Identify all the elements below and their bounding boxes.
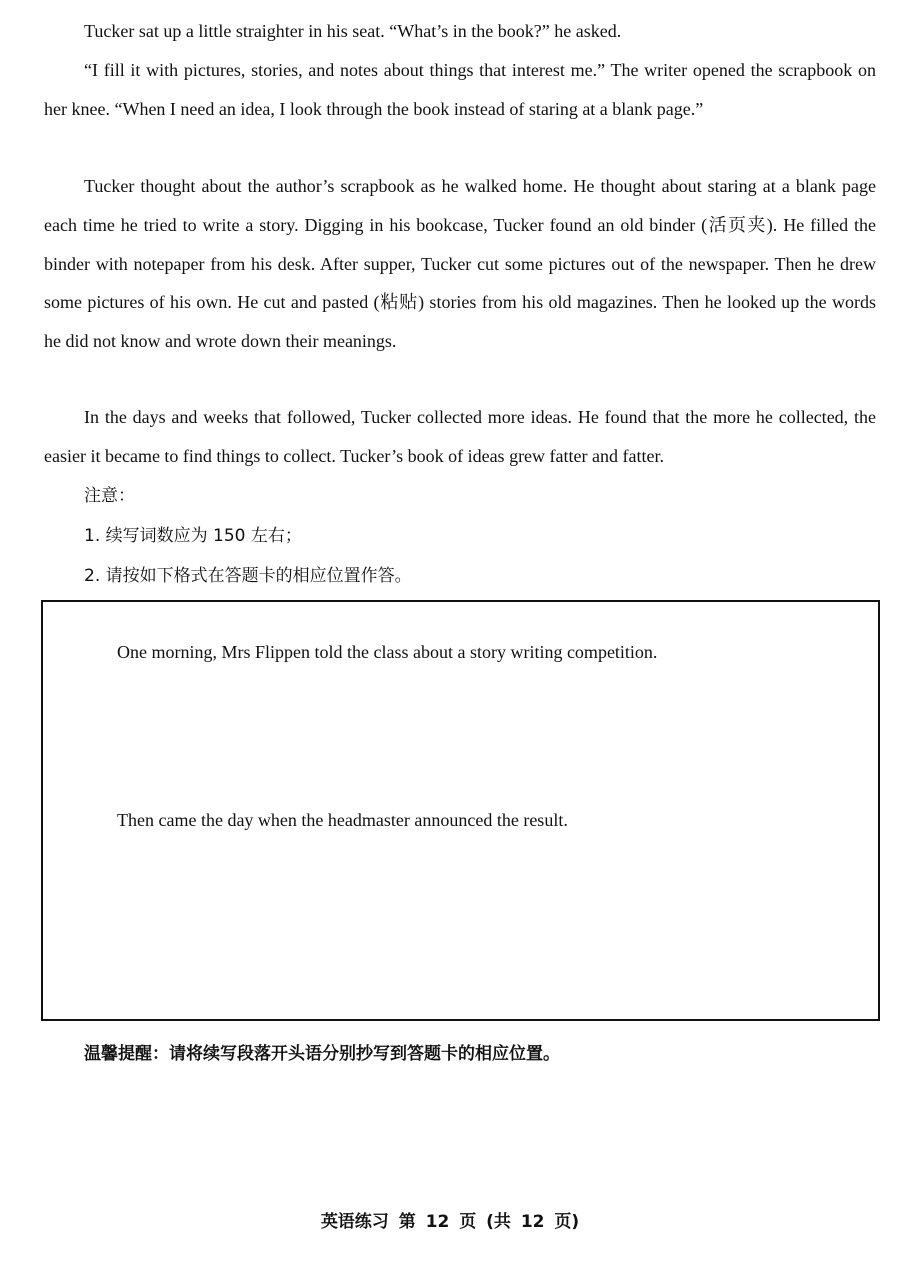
reminder-note: 温馨提醒：请将续写段落开头语分别抄写到答题卡的相应位置。 xyxy=(84,1044,560,1064)
passage-paragraph-1: Tucker sat up a little straighter in his seat. “What’s in the book?” he asked. xyxy=(84,21,622,41)
notes-item-2: 2. 请按如下格式在答题卡的相应位置作答。 xyxy=(84,566,412,586)
notes-item-1: 1. 续写词数应为 150 左右； xyxy=(84,526,302,546)
notes-heading: 注意： xyxy=(84,486,135,506)
page-footer: 英语练习 第 12 页 (共 12 页) xyxy=(320,1212,580,1232)
passage-paragraph-3: Tucker thought about the author’s scrapbook as he walked home. He thought about staring at a blank page each time he tried to write a story. Digging in his bookcase, Tucker found an old binder (活页夹). He filled the binder with notepaper from his desk. After supper, Tucker cut some pictures out of the newspaper. Then he drew some pictures of his own. He cut and pasted (粘贴) stories from his old magazines. Then he looked up the words he did not know and wrote down their meanings. xyxy=(44,176,876,352)
continuation-prompt-2: Then came the day when the headmaster announced the result. xyxy=(117,810,568,830)
continuation-prompt-1: One morning, Mrs Flippen told the class about a story writing competition. xyxy=(117,642,658,662)
passage-paragraph-2: “I fill it with pictures, stories, and notes about things that interest me.” The writer opened the scrapbook on her knee. “When I need an idea, I look through the book instead of staring at a blank page.” xyxy=(44,60,876,119)
passage-paragraph-4: In the days and weeks that followed, Tucker collected more ideas. He found that the more he collected, the easier it became to find things to collect. Tucker’s book of ideas grew fatter and fatter. xyxy=(44,407,876,466)
notes-section xyxy=(84,476,412,596)
answer-box xyxy=(41,600,880,1021)
